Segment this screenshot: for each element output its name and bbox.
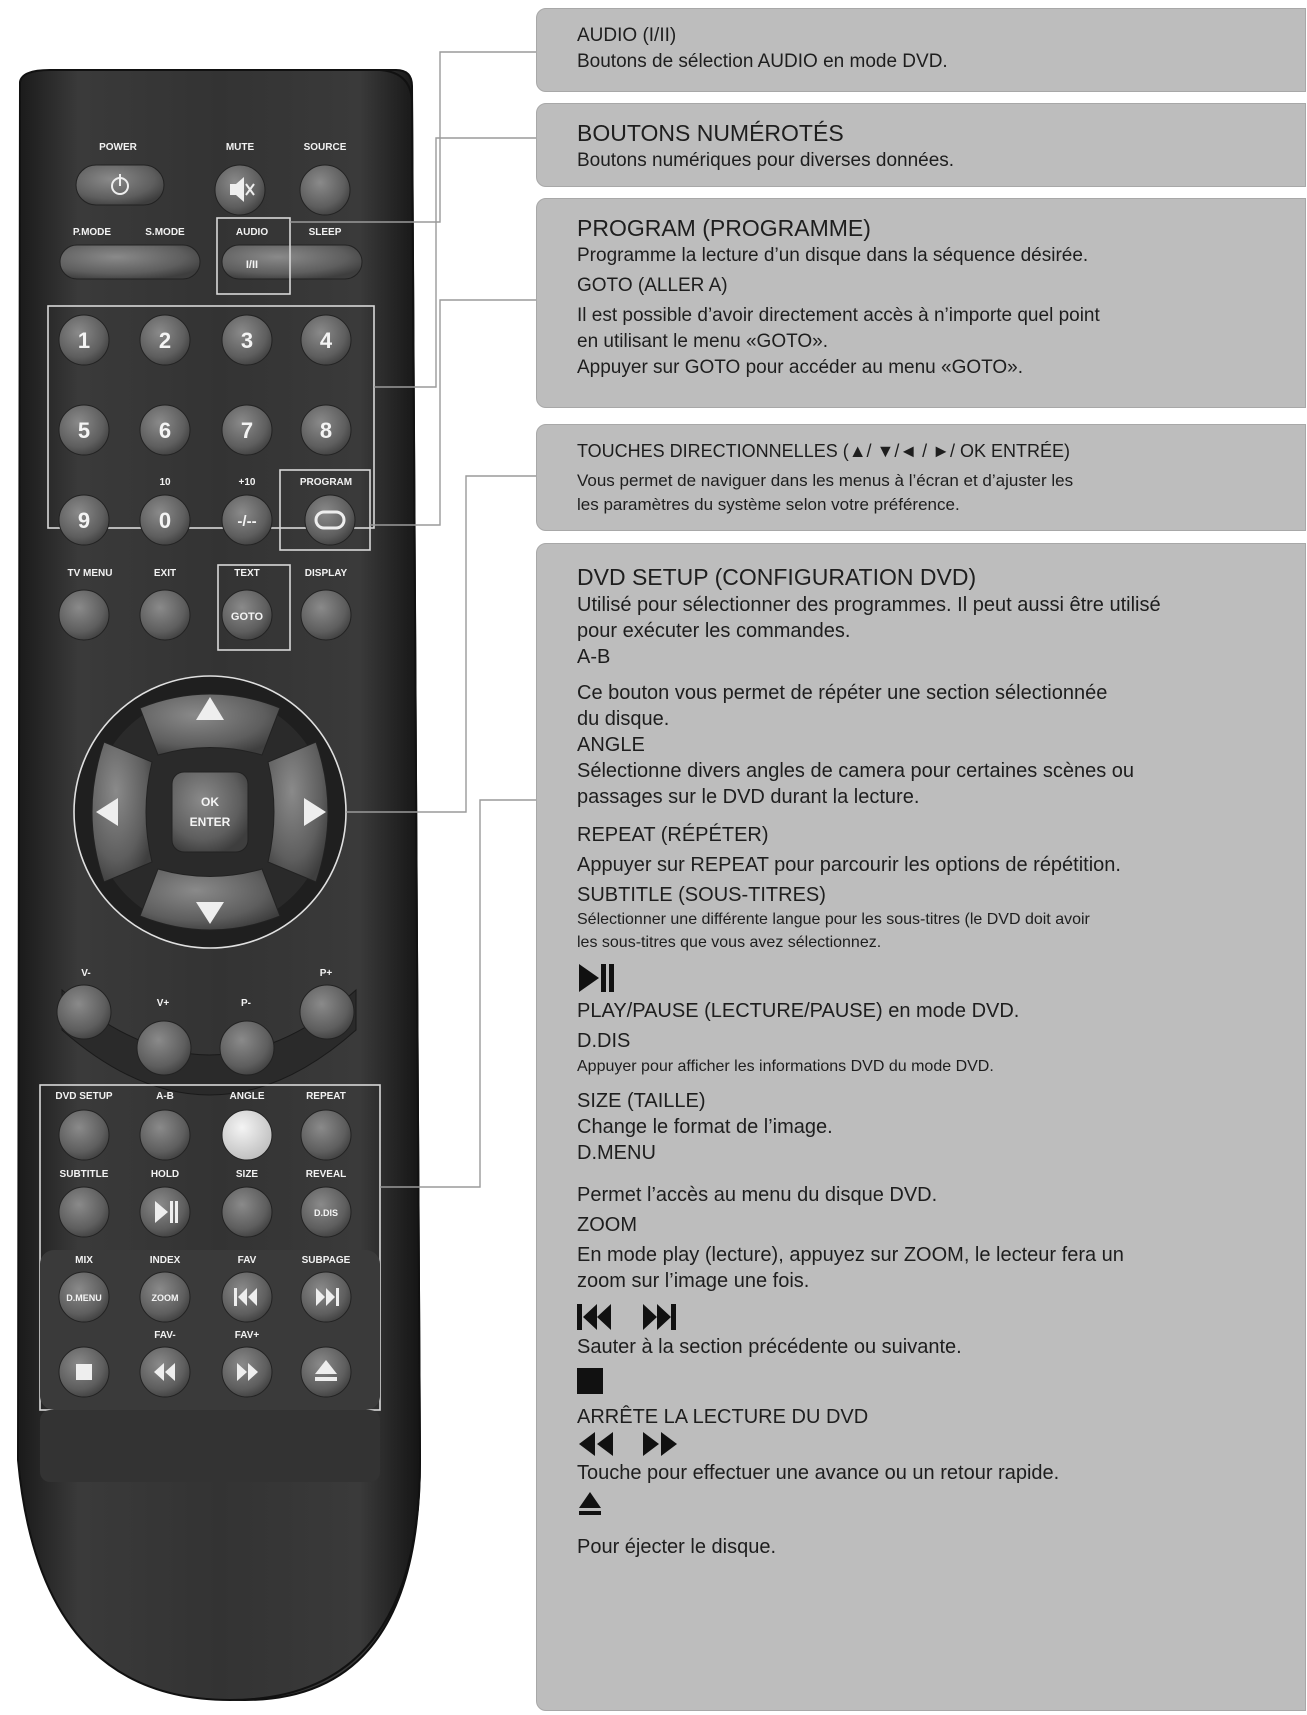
angle-title: ANGLE: [577, 734, 645, 756]
digit-label: 5: [77, 418, 91, 443]
fav-label: FAV: [237, 1255, 257, 1266]
subtitle-desc-2: les sous-titres que vous avez sélectionnez.: [577, 934, 882, 951]
digit-label: 8: [319, 418, 333, 443]
size-desc: Change le format de l’image.: [577, 1116, 833, 1138]
audio-desc: Boutons de sélection AUDIO en mode DVD.: [577, 51, 948, 72]
stop-button[interactable]: [59, 1347, 109, 1397]
eject-icon: [577, 1490, 1305, 1520]
size-label: SIZE: [235, 1169, 259, 1180]
stop-desc: ARRÊTE LA LECTURE DU DVD: [577, 1406, 869, 1428]
digit-button-7[interactable]: [222, 405, 272, 455]
display-label: DISPLAY: [304, 568, 348, 579]
digit-button-1[interactable]: [59, 315, 109, 365]
digit-button-6[interactable]: [140, 405, 190, 455]
fast-desc: Touche pour effectuer une avance ou un retour rapide.: [577, 1462, 1060, 1484]
fast-forward-icon: [643, 1432, 677, 1456]
dmenu-key-label: D.MENU: [66, 1293, 102, 1303]
goto-key-label: GOTO: [230, 611, 264, 623]
fav-plus-label: FAV+: [234, 1330, 260, 1341]
audio-key-label: I/II: [245, 259, 259, 271]
subtitle-title: SUBTITLE (SOUS-TITRES): [577, 884, 826, 906]
angle-button[interactable]: [222, 1110, 272, 1160]
label-plus10: +10: [238, 477, 256, 488]
play-pause-icon: [577, 960, 1305, 998]
digit-label: 2: [158, 328, 172, 353]
digit-label: 6: [158, 418, 172, 443]
prev-button[interactable]: [222, 1272, 272, 1322]
label-10: 10: [159, 477, 171, 488]
digit-button-9[interactable]: [59, 495, 109, 545]
directional-desc-1: Vous permet de naviguer dans les menus à l’écran et d’ajuster les: [577, 471, 1074, 490]
ddis-title: D.DIS: [577, 1030, 631, 1052]
digit-button-5[interactable]: [59, 405, 109, 455]
subtitle-button[interactable]: [59, 1187, 109, 1237]
repeat-label: REPEAT: [306, 1091, 346, 1102]
exit-button[interactable]: [140, 590, 190, 640]
tv-menu-button[interactable]: [59, 590, 109, 640]
directional-desc-2: les paramètres du système selon votre préférence.: [577, 495, 960, 514]
tv-menu-label: TV MENU: [67, 568, 113, 579]
program-button[interactable]: [305, 495, 355, 545]
digit-label: 3: [240, 328, 254, 353]
digit-label: 1: [77, 328, 91, 353]
zoom-desc-2: zoom sur l’image une fois.: [577, 1270, 810, 1292]
subpage-label: SUBPAGE: [301, 1255, 351, 1266]
fast-forward-button[interactable]: [222, 1347, 272, 1397]
zoom-desc-1: En mode play (lecture), appuyez sur ZOOM, le lecteur fera un: [577, 1244, 1124, 1266]
repeat-title: REPEAT (RÉPÉTER): [577, 824, 769, 846]
audio-sleep-button[interactable]: [222, 245, 362, 279]
enter-label: ENTER: [189, 815, 231, 829]
audio-title: AUDIO (I/II): [577, 25, 677, 46]
digit-button-4[interactable]: [301, 315, 351, 365]
skip-next-icon: [643, 1304, 676, 1330]
size-title: SIZE (TAILLE): [577, 1090, 706, 1112]
dvd-setup-button[interactable]: [59, 1110, 109, 1160]
digit-label: 0: [158, 508, 172, 533]
power-label: POWER: [99, 142, 137, 153]
eject-button[interactable]: [301, 1347, 351, 1397]
playpause-desc: PLAY/PAUSE (LECTURE/PAUSE) en mode DVD.: [577, 1000, 1020, 1022]
ab-label: A-B: [156, 1091, 174, 1102]
dpad-right-button[interactable]: [268, 742, 328, 882]
source-label: SOURCE: [303, 142, 347, 153]
dmenu-desc: Permet l’accès au menu du disque DVD.: [577, 1184, 938, 1206]
bottom-panel: [40, 1410, 380, 1482]
callout-directional: [536, 424, 1306, 531]
digit-button-2[interactable]: [140, 315, 190, 365]
ab-desc-2: du disque.: [577, 708, 670, 730]
digit-button-3[interactable]: [222, 315, 272, 365]
subtitle-label: SUBTITLE: [59, 1169, 109, 1180]
callout-numbered-buttons: [536, 103, 1306, 187]
numbered-desc: Boutons numériques pour diverses données.: [577, 150, 955, 171]
numbered-title: BOUTONS NUMÉROTÉS: [577, 120, 844, 146]
ab-title: A-B: [577, 646, 611, 668]
program-title: PROGRAM (PROGRAMME): [577, 215, 871, 241]
repeat-desc: Appuyer sur REPEAT pour parcourir les options de répétition.: [577, 854, 1121, 876]
v-minus-button[interactable]: [57, 985, 111, 1039]
ab-desc-1: Ce bouton vous permet de répéter une section sélectionnée: [577, 682, 1108, 704]
fast-icons: [577, 1430, 1305, 1460]
pmode-smode-button[interactable]: [60, 245, 200, 279]
mix-label: MIX: [75, 1255, 93, 1266]
p-plus-button[interactable]: [300, 985, 354, 1039]
skip-icons: [577, 1302, 1305, 1334]
dvd-setup-label: DVD SETUP: [55, 1091, 113, 1102]
p-minus-button[interactable]: [220, 1021, 274, 1075]
ab-button[interactable]: [140, 1110, 190, 1160]
program-desc: Programme la lecture d’un disque dans la séquence désirée.: [577, 245, 1089, 266]
goto-desc-2: en utilisant le menu «GOTO».: [577, 331, 828, 352]
text-label: TEXT: [234, 568, 260, 579]
digit-label: 7: [240, 418, 254, 443]
dvd-setup-title: DVD SETUP (CONFIGURATION DVD): [577, 564, 977, 590]
reveal-label: REVEAL: [305, 1169, 347, 1180]
index-label: INDEX: [149, 1255, 181, 1266]
digit-button-0[interactable]: [140, 495, 190, 545]
skip-previous-icon: [577, 1304, 611, 1330]
digit-button-8[interactable]: [301, 405, 351, 455]
zoom-title: ZOOM: [577, 1214, 637, 1236]
next-button[interactable]: [301, 1272, 351, 1322]
hold-label: HOLD: [150, 1169, 180, 1180]
callout-dvd-functions: [536, 543, 1306, 1711]
dpad-left-button[interactable]: [92, 742, 152, 882]
eject-desc: Pour éjecter le disque.: [577, 1536, 777, 1558]
p-minus-label: P-: [241, 998, 251, 1009]
dvd-setup-desc-1: Utilisé pour sélectionner des programmes. Il peut aussi être utilisé: [577, 594, 1161, 616]
goto-desc-1: Il est possible d’avoir directement accès à n’importe quel point: [577, 305, 1100, 326]
rewind-button[interactable]: [140, 1347, 190, 1397]
digit-label: 9: [77, 508, 91, 533]
pmode-label: P.MODE: [72, 227, 112, 238]
stop-icon: [76, 1364, 92, 1380]
smode-label: S.MODE: [145, 227, 185, 238]
ok-enter-button[interactable]: [172, 772, 248, 852]
goto-desc-3: Appuyer sur GOTO pour accéder au menu «GOTO».: [577, 357, 1024, 378]
dpad-up-button[interactable]: [140, 694, 280, 755]
p-plus-label: P+: [319, 968, 333, 979]
sleep-label: SLEEP: [308, 227, 342, 238]
fav-minus-label: FAV-: [154, 1330, 176, 1341]
ddis-desc: Appuyer pour afficher les informations DVD du mode DVD.: [577, 1058, 994, 1075]
exit-label: EXIT: [153, 568, 177, 579]
callout-audio: [536, 8, 1306, 92]
angle-desc-1: Sélectionne divers angles de camera pour certaines scènes ou: [577, 760, 1134, 782]
repeat-button[interactable]: [301, 1110, 351, 1160]
dash-key-label: -/--: [237, 513, 257, 530]
subtitle-desc-1: Sélectionner une différente langue pour les sous-titres (le DVD doit avoir: [577, 911, 1090, 928]
audio-label: AUDIO: [235, 227, 269, 238]
power-button[interactable]: [76, 165, 164, 205]
angle-desc-2: passages sur le DVD durant la lecture.: [577, 786, 920, 808]
directional-title: TOUCHES DIRECTIONNELLES (▲/ ▼/◄ / ►/ OK ENTRÉE): [577, 441, 1070, 461]
zoom-key-label: ZOOM: [151, 1293, 179, 1303]
mute-label: MUTE: [225, 142, 255, 153]
ddis-key-label: D.DIS: [313, 1208, 339, 1218]
callout-program-goto: [536, 198, 1306, 408]
play-pause-button[interactable]: [140, 1187, 190, 1237]
display-button[interactable]: [301, 590, 351, 640]
skip-desc: Sauter à la section précédente ou suivante.: [577, 1336, 962, 1358]
mute-button[interactable]: [215, 165, 265, 215]
dvd-setup-desc-2: pour exécuter les commandes.: [577, 620, 851, 642]
ok-label: OK: [201, 795, 219, 809]
v-plus-label: V+: [156, 998, 170, 1009]
size-button[interactable]: [222, 1187, 272, 1237]
angle-label: ANGLE: [229, 1091, 265, 1102]
dmenu-title: D.MENU: [577, 1142, 656, 1164]
program-label: PROGRAM: [299, 477, 353, 488]
v-minus-label: V-: [81, 968, 91, 979]
remote-control: [0, 0, 600, 1715]
v-plus-button[interactable]: [137, 1021, 191, 1075]
digit-label: 4: [319, 328, 333, 353]
rewind-icon: [579, 1432, 613, 1456]
goto-title: GOTO (ALLER A): [577, 275, 728, 296]
dpad-down-button[interactable]: [140, 869, 280, 930]
stop-icon: [577, 1368, 1305, 1398]
source-button[interactable]: [300, 165, 350, 215]
